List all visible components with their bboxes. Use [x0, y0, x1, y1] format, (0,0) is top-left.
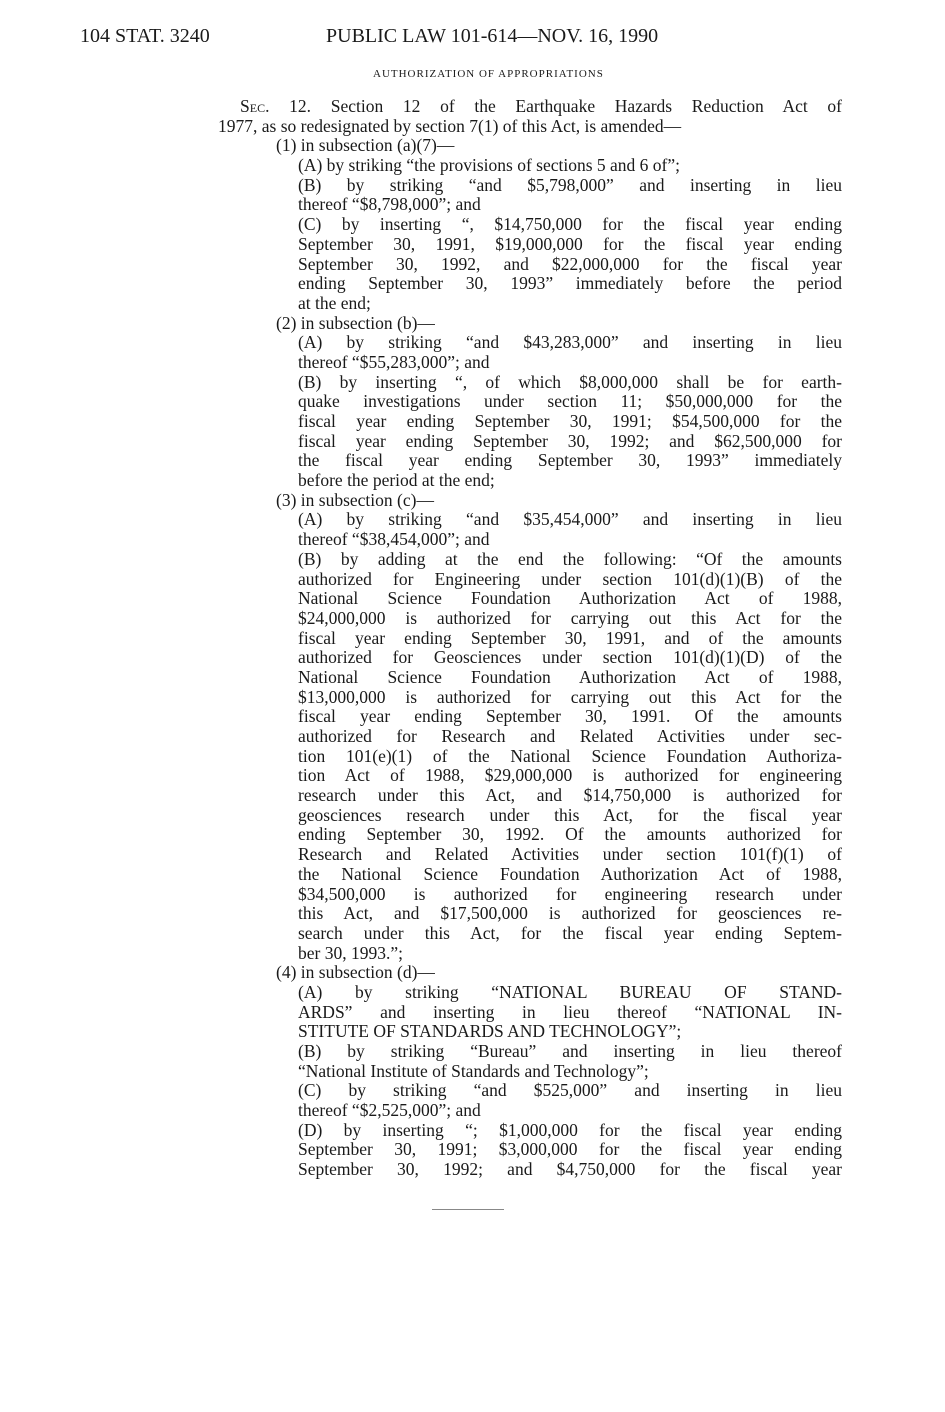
line-text: quake investigations under section 11; $50,000,000 for the — [298, 391, 842, 412]
stat-page-number: 104 STAT. 3240 — [80, 25, 210, 47]
text-line — [218, 648, 842, 668]
line-text: (A) by striking “and $35,454,000” and inserting in lieu — [298, 509, 842, 530]
text-line — [218, 825, 842, 845]
line-text: September 30, 1992; and $4,750,000 for the fiscal year — [298, 1159, 842, 1180]
text-line — [218, 1003, 842, 1023]
line-text: thereof “$55,283,000”; and — [298, 351, 490, 372]
text-line — [218, 156, 842, 176]
text-line — [218, 235, 842, 255]
line-text: (B) by striking “Bureau” and inserting in lieu thereof — [298, 1041, 842, 1061]
line-text: geosciences research under this Act, for the fiscal year — [298, 804, 842, 825]
text-line — [218, 766, 842, 786]
text-line — [218, 176, 842, 196]
text-line — [218, 707, 842, 727]
text-line — [218, 471, 842, 491]
line-text: (4) in subsection (d)— — [276, 962, 435, 983]
section-body — [218, 97, 842, 1180]
line-text: authorized for Engineering under section 101(d)(1)(B) of the — [298, 568, 842, 589]
line-text: (3) in subsection (c)— — [276, 489, 434, 510]
line-text: Research and Related Activities under section 101(f)(1) of — [298, 844, 842, 865]
line-text: thereof “$8,798,000”; and — [298, 194, 481, 215]
line-text: the fiscal year ending September 30, 1993” immediately — [298, 450, 842, 471]
text-line — [218, 97, 842, 117]
text-line — [218, 136, 842, 156]
text-line — [218, 1081, 842, 1101]
text-line — [218, 195, 842, 215]
line-text: September 30, 1991; $3,000,000 for the fiscal year ending — [298, 1139, 842, 1160]
text-line — [218, 885, 842, 905]
text-line — [218, 668, 842, 688]
line-text: (A) by striking “the provisions of sections 5 and 6 of”; — [298, 155, 681, 176]
line-text: (1) in subsection (a)(7)— — [276, 135, 455, 156]
line-text: 1977, as so redesignated by section 7(1) of this Act, is amended— — [218, 115, 682, 136]
text-line — [218, 373, 842, 393]
page-header — [80, 22, 760, 54]
line-text: (C) by striking “and $525,000” and inserting in lieu — [298, 1080, 842, 1101]
text-line — [218, 983, 842, 1003]
line-text: fiscal year ending September 30, 1991, and of the amounts — [298, 627, 842, 648]
section-label: Sec. — [240, 96, 270, 116]
line-text: at the end; — [298, 292, 371, 313]
text-line — [218, 1022, 842, 1042]
text-line — [218, 944, 842, 964]
section-heading: AUTHORIZATION OF APPROPRIATIONS — [373, 68, 604, 80]
text-line — [218, 255, 842, 275]
text-line — [218, 353, 842, 373]
line-text: thereof “$38,454,000”; and — [298, 529, 490, 550]
line-text: September 30, 1991, $19,000,000 for the fiscal year ending — [298, 233, 842, 254]
text-line — [218, 806, 842, 826]
line-text: (D) by inserting “; $1,000,000 for the fiscal year ending — [298, 1119, 842, 1140]
line-text: ending September 30, 1992. Of the amounts authorized for — [298, 824, 842, 845]
text-line — [218, 1101, 842, 1121]
text-line — [218, 392, 842, 412]
line-text: fiscal year ending September 30, 1991. Of the amounts — [298, 706, 842, 727]
line-text: thereof “$2,525,000”; and — [298, 1100, 481, 1121]
line-text: ARDS” and inserting in lieu thereof “NATIONAL IN- — [298, 1001, 842, 1022]
text-line — [218, 550, 842, 570]
text-line — [218, 1160, 842, 1180]
line-text: National Science Foundation Authorization Act of 1988, — [298, 666, 842, 687]
text-line — [218, 451, 842, 471]
line-text: tion 101(e)(1) of the National Science Foundation Authoriza- — [298, 745, 842, 766]
text-line — [218, 215, 842, 235]
text-line — [218, 589, 842, 609]
footer-rule — [432, 1209, 504, 1210]
line-text: authorized for Geosciences under section 101(d)(1)(D) of the — [298, 647, 842, 668]
line-text: National Science Foundation Authorization Act of 1988, — [298, 588, 842, 609]
line-text: ber 30, 1993.”; — [298, 942, 403, 963]
text-line — [218, 845, 842, 865]
text-line — [218, 1121, 842, 1141]
line-text: search under this Act, for the fiscal year ending Septem- — [298, 922, 842, 943]
line-text: research under this Act, and $14,750,000 is authorized for — [298, 785, 842, 806]
line-text: authorized for Research and Related Activities under sec- — [298, 726, 842, 746]
line-text: (C) by inserting “, $14,750,000 for the fiscal year ending — [298, 214, 842, 235]
line-text: STITUTE OF STANDARDS AND TECHNOLOGY”; — [298, 1021, 682, 1042]
text-line — [218, 727, 842, 747]
text-line — [218, 1042, 842, 1062]
line-text: tion Act of 1988, $29,000,000 is authorized for engineering — [298, 765, 842, 786]
text-line — [218, 491, 842, 511]
text-line — [218, 314, 842, 334]
text-line — [218, 432, 842, 452]
text-line — [218, 786, 842, 806]
text-line — [218, 412, 842, 432]
text-line — [218, 688, 842, 708]
line-text: September 30, 1992, and $22,000,000 for the fiscal year — [298, 253, 842, 274]
text-line — [218, 747, 842, 767]
text-line — [218, 530, 842, 550]
text-line — [218, 904, 842, 924]
text-line — [218, 333, 842, 353]
line-text: 12. Section 12 of the Earthquake Hazards Reduction Act of — [269, 96, 842, 116]
line-text: (B) by adding at the end the following: “Of the amounts — [298, 548, 842, 569]
line-text: ending September 30, 1993” immediately before the period — [298, 273, 842, 294]
line-text: fiscal year ending September 30, 1991; $54,500,000 for the — [298, 411, 842, 431]
line-text: $34,500,000 is authorized for engineering research under — [298, 883, 842, 904]
line-text: $24,000,000 is authorized for carrying out this Act for the — [298, 607, 842, 628]
line-text: (2) in subsection (b)— — [276, 312, 435, 333]
line-text: the National Science Foundation Authorization Act of 1988, — [298, 863, 842, 884]
line-text: fiscal year ending September 30, 1992; and $62,500,000 for — [298, 430, 842, 451]
text-line — [218, 294, 842, 314]
text-line — [218, 609, 842, 629]
text-line — [218, 865, 842, 885]
line-text: (A) by striking “NATIONAL BUREAU OF STAND- — [298, 981, 842, 1002]
text-line — [218, 629, 842, 649]
line-text: before the period at the end; — [298, 470, 495, 491]
text-line — [218, 117, 842, 137]
text-line — [218, 274, 842, 294]
text-line — [218, 924, 842, 944]
text-line — [218, 1140, 842, 1160]
text-line — [218, 510, 842, 530]
text-line — [218, 963, 842, 983]
line-text: (B) by striking “and $5,798,000” and inserting in lieu — [298, 174, 842, 195]
text-line — [218, 1062, 842, 1082]
public-law-citation: PUBLIC LAW 101-614—NOV. 16, 1990 — [326, 25, 659, 47]
line-text: “National Institute of Standards and Technology”; — [298, 1060, 649, 1081]
line-text: $13,000,000 is authorized for carrying out this Act for the — [298, 686, 842, 707]
text-line — [218, 570, 842, 590]
line-text: (B) by inserting “, of which $8,000,000 shall be for earth- — [298, 371, 842, 392]
line-text: (A) by striking “and $43,283,000” and inserting in lieu — [298, 332, 842, 353]
line-text: this Act, and $17,500,000 is authorized for geosciences re- — [298, 903, 842, 924]
